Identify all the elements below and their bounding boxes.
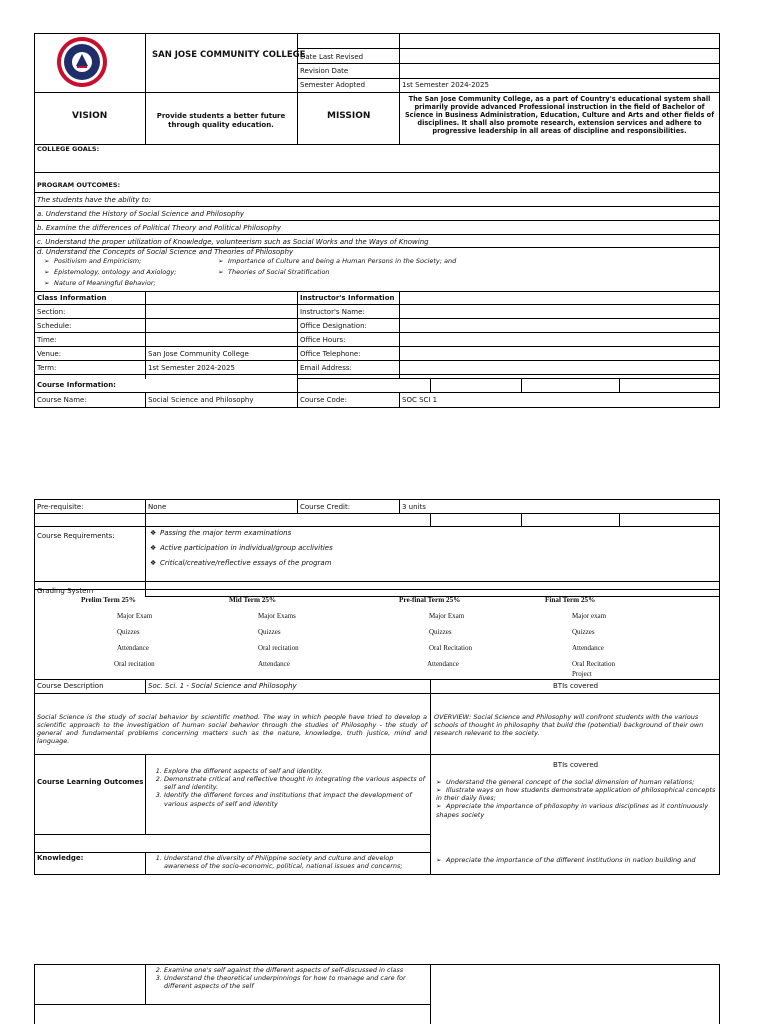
program-outcome-d-item: ➢ Nature of Meaningful Behavior; xyxy=(44,279,156,287)
mission-label: MISSION xyxy=(327,111,371,121)
btis-list xyxy=(436,778,716,819)
prerequisite-label: Pre-requisite: xyxy=(37,503,84,511)
midterm-item: Quizzes xyxy=(258,628,281,636)
page3-items xyxy=(150,966,425,990)
vision-text: Provide students a better future through quality education. xyxy=(156,112,286,129)
program-outcome-d-item: ➢ Positivism and Empiricism; xyxy=(44,257,142,265)
section-label: Section: xyxy=(37,308,66,316)
date-last-revised-label: Date Last Revised xyxy=(300,53,364,61)
course-description-label: Course Description xyxy=(37,682,104,690)
final-item: Major exam xyxy=(572,612,607,620)
email-address-label: Email Address: xyxy=(300,364,352,372)
office-hours-label: Office Hours: xyxy=(300,336,346,344)
midterm-item: Major Exams xyxy=(258,612,296,620)
prelim-term-title: Prelim Term 25% xyxy=(81,596,136,604)
page3-item: 3. Understand the theoretical underpinnings for how to manage and care for different aspects of the self xyxy=(164,974,425,990)
program-outcome-d-item: ➢ Importance of Culture and being a Human Persons in the Society; and xyxy=(218,257,457,265)
program-outcome-a: a. Understand the History of Social Science and Philosophy xyxy=(37,210,245,218)
program-outcome-d-item: ➢ Epistemology, ontology and Axiology; xyxy=(44,268,177,276)
clo-item: 3. Identify the different forces and institutions that impact the development of various aspects of self and identity xyxy=(164,791,425,807)
office-telephone-label: Office Telephone: xyxy=(300,350,361,358)
prelim-item: Oral recitation xyxy=(114,660,155,668)
clo-item: 1. Explore the different aspects of self and identity. xyxy=(164,767,425,775)
btis-item: ➢ Understand the general concept of the social dimension of human relations; xyxy=(436,778,695,786)
grading-system-label: Grading System xyxy=(37,587,94,595)
prefinal-item: Attendance xyxy=(427,660,459,668)
final-term-title: Final Term 25% xyxy=(545,596,596,604)
btis-item: ➢ Appreciate the importance of philosophy in various disciplines as it continuously shapes society xyxy=(436,802,709,819)
clo-item: 2. Demonstrate critical and reflective thought in integrating the various aspects of self and identity. xyxy=(164,775,425,791)
prelim-item: Attendance xyxy=(117,644,149,652)
midterm-item: Attendance xyxy=(258,660,290,668)
mission-text: The San Jose Community College, as a part of Country's educational system shall primarily provide advanced Professional instruction in the field of Bachelor of Science in Business Administration, Education, Culture and Arts and other fields of disciplines. It shall also promote research, extension services and adhere to progressive leadership in all areas of discipline and responsibilities. xyxy=(404,95,715,135)
schedule-label: Schedule: xyxy=(37,322,72,330)
term-value: 1st Semester 2024-2025 xyxy=(148,364,235,372)
course-learning-outcomes-label: Course Learning Outcomes xyxy=(37,778,144,786)
course-description-code: Soc. Sci. 1 - Social Science and Philosophy xyxy=(148,682,297,690)
prelim-item: Major Exam xyxy=(117,612,153,620)
final-item: Attendance xyxy=(572,644,604,652)
class-information-label: Class Information xyxy=(37,294,107,302)
program-outcomes-intro: The students have the ability to: xyxy=(37,196,152,204)
course-name-value: Social Science and Philosophy xyxy=(148,396,254,404)
vision-label: VISION xyxy=(72,111,108,121)
requirement-item: ❖ Active participation in individual/group acclivities xyxy=(150,544,333,552)
clo-list xyxy=(150,767,425,808)
program-outcome-c: c. Understand the proper utilization of Knowledge, volunteerism such as Social Works and the Ways of Knowing xyxy=(37,238,429,246)
course-credit-label: Course Credit: xyxy=(300,503,351,511)
prefinal-item: Quizzes xyxy=(429,628,452,636)
semester-adopted-label: Semester Adopted xyxy=(300,81,366,89)
instructor-information-label: Instructor's Information xyxy=(300,294,395,302)
course-requirements-label: Course Requirements: xyxy=(37,532,115,540)
venue-label: Venue: xyxy=(37,350,62,358)
knowledge-label: Knowledge: xyxy=(37,854,84,862)
course-code-value: SOC SCI 1 xyxy=(402,396,438,404)
final-item: Oral Recitation xyxy=(572,660,615,668)
prelim-item: Quizzes xyxy=(117,628,140,636)
prefinal-term-title: Pre-final Term 25% xyxy=(399,596,461,604)
requirement-item: ❖ Passing the major term examinations xyxy=(150,529,292,537)
college-goals-label: COLLEGE GOALS: xyxy=(37,145,100,153)
midterm-item: Oral recitation xyxy=(258,644,299,652)
midterm-title: Mid Term 25% xyxy=(229,596,277,604)
final-item: Quizzes xyxy=(572,628,595,636)
instructor-name-label: Instructor's Name: xyxy=(300,308,365,316)
btis-covered-label: BTIs covered xyxy=(553,682,599,690)
program-outcome-b: b. Examine the differences of Political Theory and Political Philosophy xyxy=(37,224,282,232)
knowledge-bti: ➢ Appreciate the importance of the different institutions in nation building and xyxy=(436,856,696,864)
college-seal-logo xyxy=(54,36,110,88)
prefinal-item: Oral Recitation xyxy=(429,644,472,652)
college-name: SAN JOSE COMMUNITY COLLEGE xyxy=(152,50,306,60)
revision-date-label: Revision Date xyxy=(300,67,349,75)
overview-text: OVERVIEW: Social Science and Philosophy will confront students with the various schools of thought in philosophy that build the (potential) background of their own research relevant to the society. xyxy=(434,713,704,738)
program-outcomes-label: PROGRAM OUTCOMES: xyxy=(37,181,121,189)
program-outcome-d: d. Understand the Concepts of Social Science and Theories of Philosophy xyxy=(37,248,294,256)
knowledge-item: 1. Understand the diversity of Philippine society and culture and develop awareness of the socio-economic, political, national issues and concerns; xyxy=(150,854,425,870)
final-item: Project xyxy=(572,670,592,678)
course-description-text: Social Science is the study of social behavior by scientific method. The way in which people have tried to develop a scientific approach to the investigation of human social behavior through the studies of Philosophy - the study of general and fundamental problems concerning matters such as the nature, knowledge, truth justice, mind and language. xyxy=(37,713,427,746)
term-label: Term: xyxy=(37,364,57,372)
time-label: Time: xyxy=(37,336,57,344)
course-credit-value: 3 units xyxy=(402,503,426,511)
venue-value: San Jose Community College xyxy=(148,350,249,358)
page3-item: 2. Examine one's self against the different aspects of self-discussed in class xyxy=(164,966,425,974)
prerequisite-value: None xyxy=(148,503,167,511)
program-outcome-d-item: ➢ Theories of Social Stratification xyxy=(218,268,330,276)
prefinal-item: Major Exam xyxy=(429,612,465,620)
requirement-item: ❖ Critical/creative/reflective essays of the program xyxy=(150,559,332,567)
course-information-label: Course Information: xyxy=(37,381,116,389)
course-name-label: Course Name: xyxy=(37,396,87,404)
btis-covered-label-2: BTIs covered xyxy=(553,761,599,769)
semester-adopted-value: 1st Semester 2024-2025 xyxy=(402,81,489,89)
btis-item: ➢ Illustrate ways on how students demonstrate application of philosophical concepts in their daily lives; xyxy=(436,786,716,803)
office-designation-label: Office Designation: xyxy=(300,322,367,330)
course-code-label: Course Code: xyxy=(300,396,347,404)
